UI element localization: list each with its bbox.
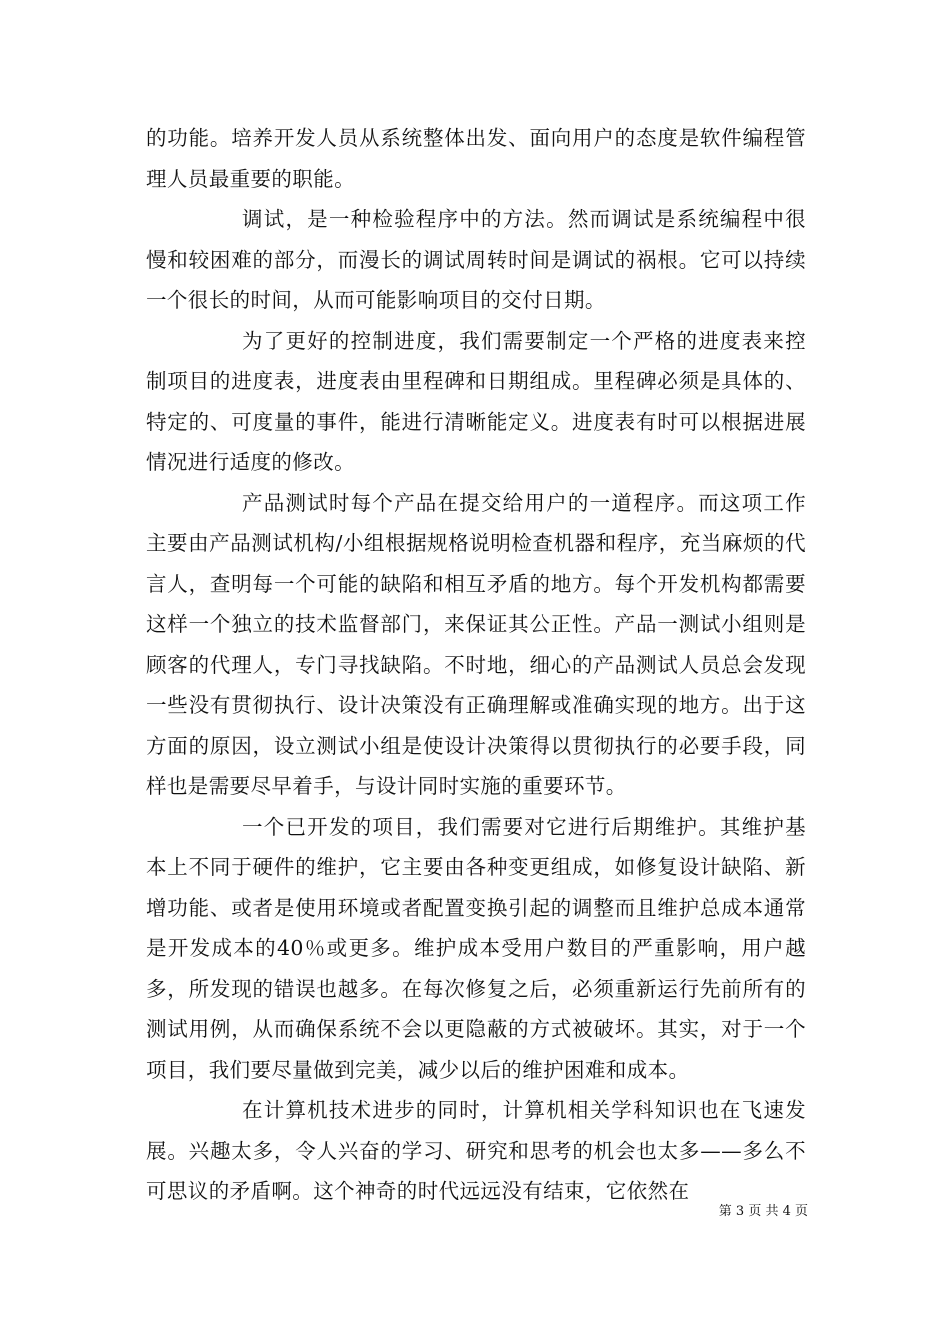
paragraph-4: 产品测试时每个产品在提交给用户的一道程序。而这项工作主要由产品测试机构/小组根据规格说明检查机器和程序，充当麻烦的代言人，查明每一个可能的缺陷和相互矛盾的地方。每个开发机构都需要这样一个独立的技术监督部门，来保证其公正性。产品一测试小组则是顾客的代理人，专门寻找缺陷。不时地，细心的产品测试人员总会发现一些没有贯彻执行、设计决策没有正确理解或准确实现的地方。出于这方面的原因，设立测试小组是使设计决策得以贯彻执行的必要手段，同样也是需要尽早着手，与设计同时实施的重要环节。 (146, 490, 806, 798)
paragraph-3: 为了更好的控制进度，我们需要制定一个严格的进度表来控制项目的进度表，进度表由里程碑和日期组成。里程碑必须是具体的、特定的、可度量的事件，能进行清晰能定义。进度表有时可以根据进展情况进行适度的修改。 (146, 328, 806, 474)
paragraph-1: 的功能。培养开发人员从系统整体出发、面向用户的态度是软件编程管理人员最重要的职能。 (146, 126, 806, 191)
paragraph-5: 一个已开发的项目，我们需要对它进行后期维护。其维护基本上不同于硬件的维护，它主要由各种变更组成，如修复设计缺陷、新增功能、或者是使用环境或者配置变换引起的调整而且维护总成本通常是开发成本的40％或更多。维护成本受用户数目的严重影响，用户越多，所发现的错误也越多。在每次修复之后，必须重新运行先前所有的测试用例，从而确保系统不会以更隐蔽的方式被破坏。其实，对于一个项目，我们要尽量做到完美，减少以后的维护困难和成本。 (146, 814, 806, 1082)
paragraph-2: 调试，是一种检验程序中的方法。然而调试是系统编程中很慢和较困难的部分，而漫长的调试周转时间是调试的祸根。它可以持续一个很长的时间，从而可能影响项目的交付日期。 (146, 207, 806, 312)
body-text (146, 118, 806, 1212)
page-number-footer: 第 3 页 共 4 页 (718, 1204, 808, 1219)
paragraph-6: 在计算机技术进步的同时，计算机相关学科知识也在飞速发展。兴趣太多，令人兴奋的学习、研究和思考的机会也太多——多么不可思议的矛盾啊。这个神奇的时代远远没有结束，它依然在 (146, 1098, 806, 1203)
